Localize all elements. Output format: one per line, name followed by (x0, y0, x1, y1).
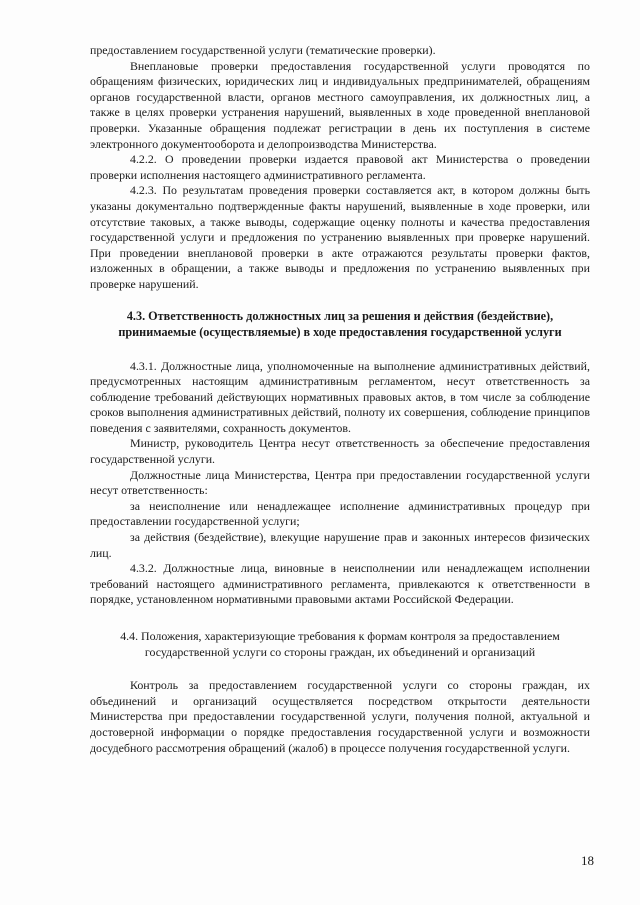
paragraph-4-2-3: 4.2.3. По результатам проведения проверки составляется акт, в котором должны быть указаны документально подтвержденные факты нарушений, выявленные в ходе проверки, или отсутствие таковых, а также выводы, содержащие оценку полноты и качества предоставления государственной услуги и предложения по устранению выявленных при проверке нарушений. При проведении внеплановой проверки в акте отражаются результаты проверки фактов, изложенных в обращении, а также выводы и предложения по устранению выявленных при проверке нарушений. (90, 183, 590, 291)
document-body (90, 43, 590, 756)
paragraph-intro: предоставлением государственной услуги (тематические проверки). (90, 43, 436, 57)
paragraph-public-control: Контроль за предоставлением государственной услуги со стороны граждан, их объединений и организаций осуществляется посредством открытости деятельности Министерства при предоставлении государственной услуги, получения полной, актуальной и достоверной информации о порядке предоставления государственной услуги и возможности досудебного рассмотрения обращений (жалоб) в процессе получения государственной услуги. (90, 678, 590, 755)
paragraph-officials-responsibility: Должностные лица Министерства, Центра при предоставлении государственной услуги несут ответственность: (90, 467, 590, 498)
paragraph-4-3-2: 4.3.2. Должностные лица, виновные в неисполнении или ненадлежащем исполнении требований настоящего административного регламента, привлекаются к ответственности в порядке, установленном нормативными правовыми актами Российской Федерации. (90, 561, 590, 607)
paragraph-4-2-2: 4.2.2. О проведении проверки издается правовой акт Министерства о проведении проверки исполнения настоящего административного регламента. (90, 152, 590, 182)
section-heading-4-3: 4.3. Ответственность должностных лиц за решения и действия (бездействие), принимаемые (осуществляемые) в ходе предоставления государственной услуги (118, 308, 562, 339)
section-heading-4-4: 4.4. Положения, характеризующие требования к формам контроля за предоставлением государственной услуги со стороны граждан, их объединений и организаций (120, 629, 560, 659)
paragraph-unscheduled-inspections: Внеплановые проверки предоставления государственной услуги проводятся по обращениям физических, юридических лиц и индивидуальных предпринимателей, обращениям органов государственной власти, органов местного самоуправления, их должностных лиц, а также в целях проверки устранения нарушений, выявленных в ходе проведенной внеплановой проверки. Указанные обращения подлежат регистрации в день их поступления в системе электронного документооборота и делопроизводства Министерства. (90, 58, 590, 151)
paragraph-minister-responsibility: Министр, руководитель Центра несут ответственность за обеспечение предоставления государственной услуги. (90, 436, 590, 467)
paragraph-nonfulfillment: за неисполнение или ненадлежащее исполнение административных процедур при предоставлении государственной услуги; (90, 498, 590, 529)
paragraph-4-3-1: 4.3.1. Должностные лица, уполномоченные на выполнение административных действий, предусмотренных настоящим административным регламентом, несут ответственность за соблюдение требований действующих нормативных правовых актов, в том числе за соблюдение сроков выполнения административных действий, полноту их совершения, соблюдение принципов поведения с заявителями, сохранность документов. (90, 358, 590, 435)
spacer (90, 340, 590, 359)
spacer (90, 660, 590, 678)
paragraph-actions-inaction: за действия (бездействие), влекущие нарушение прав и законных интересов физических лиц. (90, 530, 590, 560)
page-number: 18 (581, 853, 594, 868)
